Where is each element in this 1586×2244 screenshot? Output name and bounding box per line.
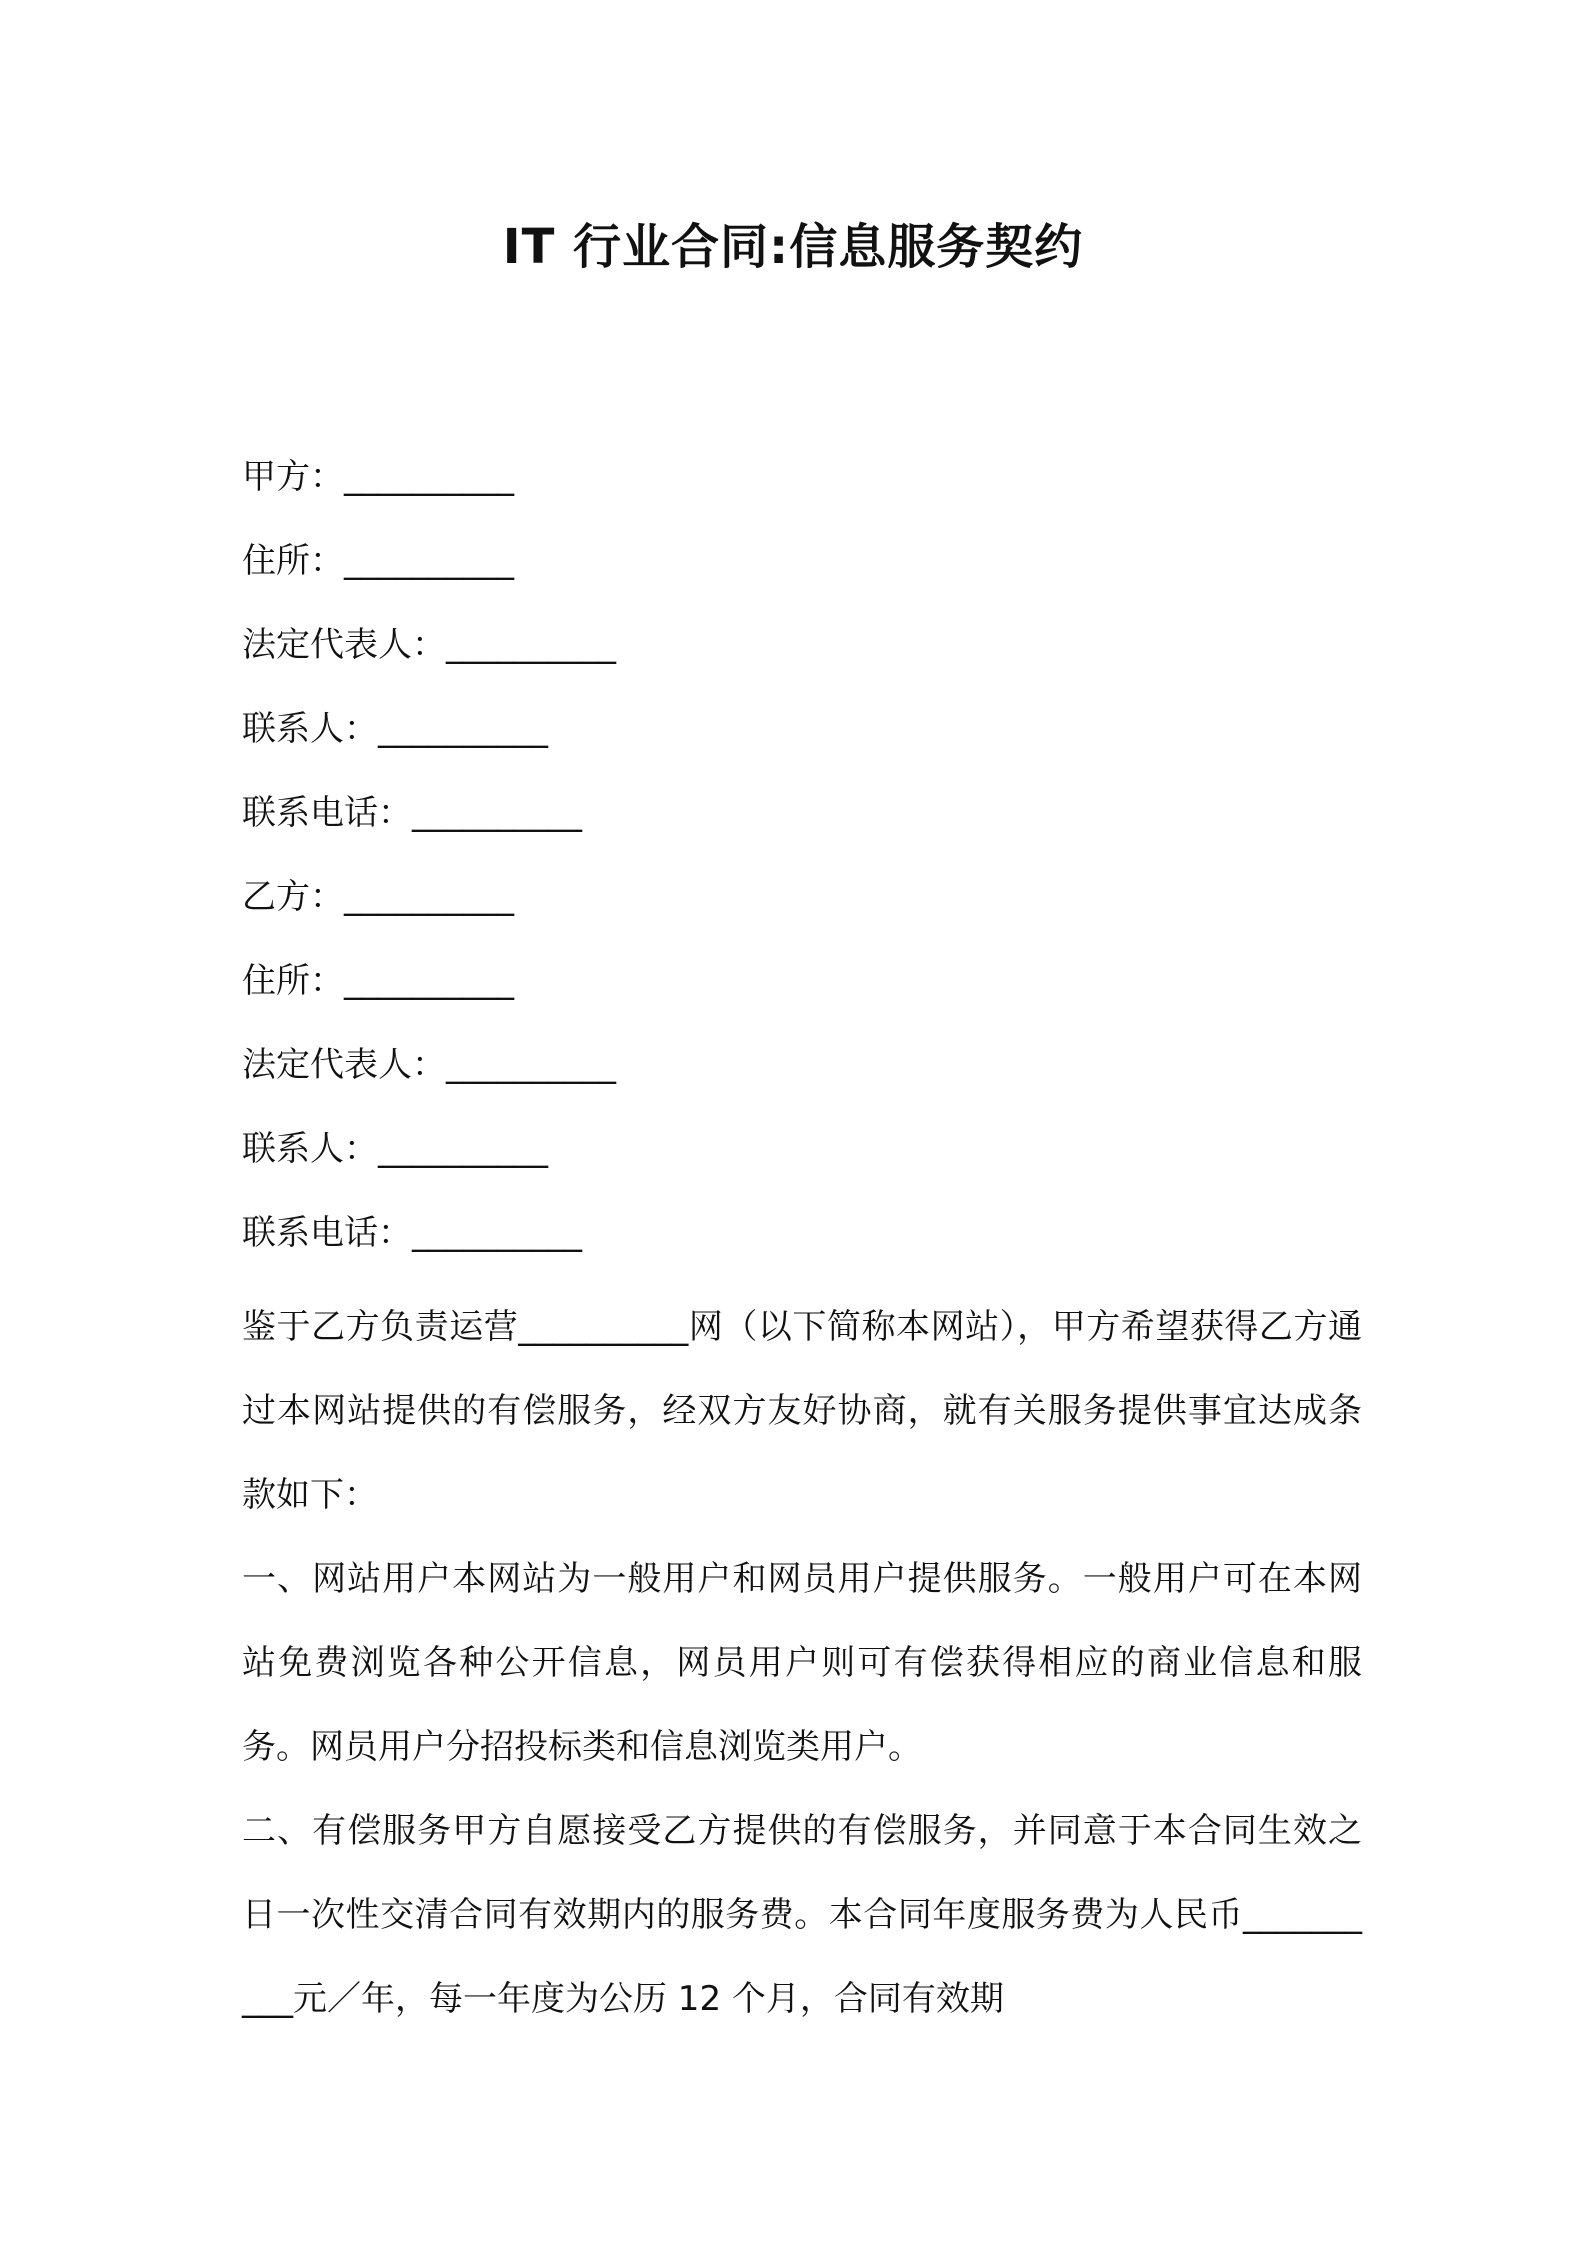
preamble-paragraph: 鉴于乙方负责运营__________网（以下简称本网站），甲方希望获得乙方通过本网站提供的有偿服务，经双方友好协商，就有关服务提供事宜达成条款如下： [242, 1307, 1362, 1515]
party-b-name-field: 乙方：__________ [242, 877, 514, 917]
contract-body [242, 1285, 1362, 2041]
party-a-contact-field: 联系人：__________ [242, 709, 548, 749]
party-b-address-field: 住所：__________ [242, 961, 514, 1001]
party-a-phone-field: 联系电话：__________ [242, 793, 582, 833]
party-b-legal-rep-field: 法定代表人：__________ [242, 1045, 616, 1085]
party-info-section [242, 450, 1362, 1290]
clause-1-paragraph: 一、网站用户本网站为一般用户和网员用户提供服务。一般用户可在本网站免费浏览各种公开信息，网员用户则可有偿获得相应的商业信息和服务。网员用户分招投标类和信息浏览类用户。 [242, 1559, 1362, 1767]
party-b-phone-field: 联系电话：__________ [242, 1213, 582, 1253]
party-a-legal-rep-field: 法定代表人：__________ [242, 625, 616, 665]
document-title: IT 行业合同:信息服务契约 [502, 219, 1084, 275]
party-b-contact-field: 联系人：__________ [242, 1129, 548, 1169]
clause-2-paragraph: 二、有偿服务甲方自愿接受乙方提供的有偿服务，并同意于本合同生效之日一次性交清合同有效期内的服务费。本合同年度服务费为人民币__________元／年，每一年度为公历 12 个月，合同有效期 [242, 1811, 1362, 2019]
party-a-name-field: 甲方：__________ [242, 457, 514, 497]
party-a-address-field: 住所：__________ [242, 541, 514, 581]
